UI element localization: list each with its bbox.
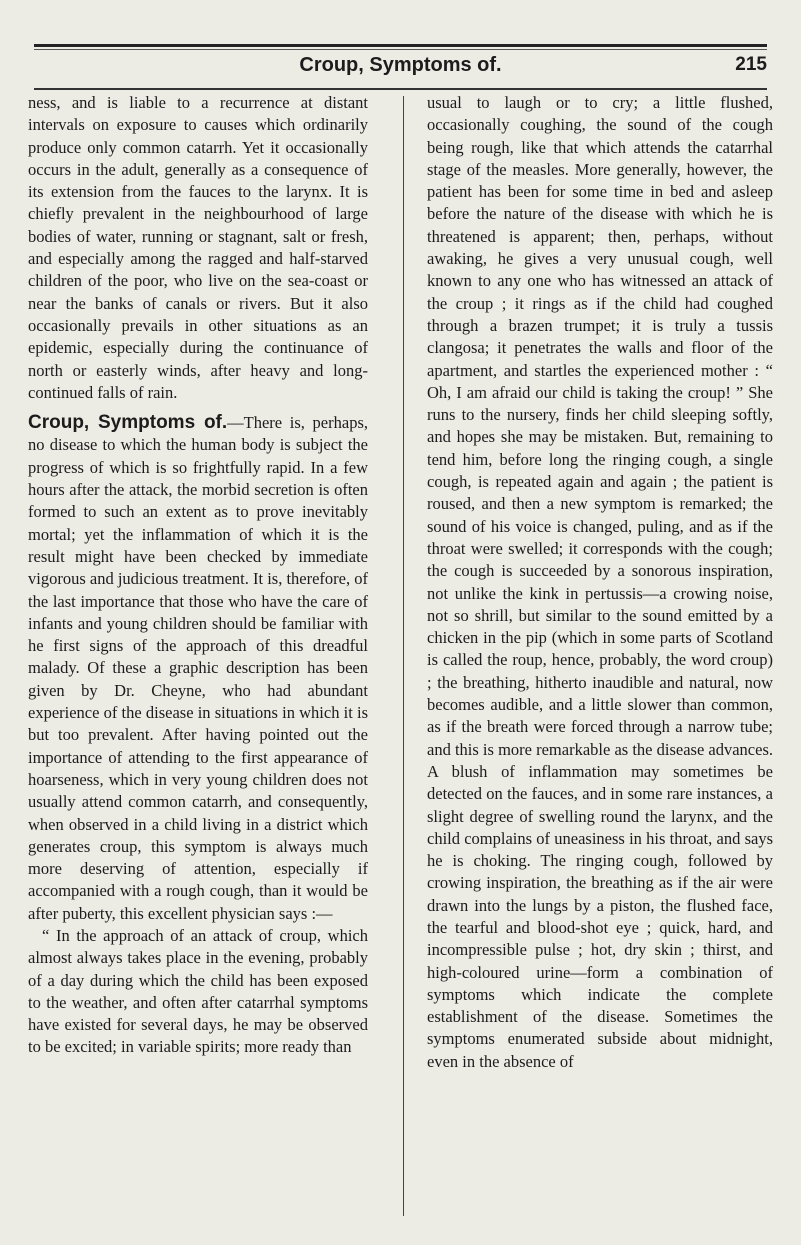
left-paragraph-2-text: —There is, perhaps, no disease to which the human body is subject the progress of which is so frightfully rapid. In a few hours after the attack, the morbid secretion is often formed to such an extent as to prove inevitably mortal; yet the inflammation of which it is the result might have been checked by immediate vigorous and judicious treatment. It is, therefore, of the last importance that those who have the care of infants and young children should be familiar with he first signs of the approach of this dreadful malady. Of these a graphic description has been given by Dr. Cheyne, who had abundant experience of the disease in situations in which it is but too prevalent. After having pointed out the importance of attending to the first appearance of hoarseness, which in very young children does not usually attend common catarrh, and consequently, when observed in a child living in a district which generates croup, this symptom is always much more deserving of attention, especially if accompanied with a rough cough, than it would be after puberty, this excellent physician says :— [28, 413, 368, 923]
page-header [34, 52, 767, 86]
page-number: 215 [735, 54, 767, 75]
column-divider [403, 96, 404, 1216]
right-paragraph-1: usual to laugh or to cry; a little flushed, occasionally coughing, the sound of the cough being rough, like that which attends the catarrhal stage of the measles. More generally, however, the patient has been for some time in bed and asleep before the nature of the disease with which he is threatened is apparent; then, perhaps, without awaking, he gives a very unusual cough, well known to any one who has witnessed an attack of the croup ; it rings as if the child had coughed through a brazen trumpet; it is truly a tussis clangosa; it penetrates the walls and floor of the apartment, and startles the experienced mother : “ Oh, I am afraid our child is taking the croup! ” She runs to the nursery, finds her child sleeping softly, and hopes she may be mistaken. But, remaining to tend him, before long the ringing cough, a single cough, is repeated again and again ; the patient is roused, and then a new symptom is remarked; the sound of his voice is changed, puling, and as if the throat were swelled; it corresponds with the cough; the cough is succeeded by a sonorous inspiration, not unlike the kink in pertussis—a crowing noise, not so shrill, but similar to the sound emitted by a chicken in the pip (which in some parts of Scotland is called the roup, hence, probably, the word croup) ; the breathing, hitherto inaudible and natural, now becomes audible, and a little slower than common, as if the breath were forced through a narrow tube; and this is more remarkable as the disease advances. A blush of inflammation may sometimes be detected on the fauces, and in some rare instances, a slight degree of swelling round the larynx, and the child complains of uneasiness in his throat, and says he is choking. The ringing cough, followed by crowing inspiration, the breathing as if the air were drawn into the lungs by a piston, the flushed face, the tearful and blood-shot eye ; quick, hard, and incompressible pulse ; hot, dry skin ; thirst, and high-coloured urine—form a combination of symptoms which indicate the complete establishment of the disease. Sometimes the symptoms enumerated subside about midnight, even in the absence of [427, 93, 773, 1071]
running-title: Croup, Symptoms of. [299, 54, 502, 76]
left-paragraph-2 [28, 412, 368, 925]
top-thin-rule [34, 49, 767, 50]
left-paragraph-1: ness, and is liable to a recurrence at distant intervals on exposure to causes which ordinarily produce only common catarrh. Yet it occasionally occurs in the adult, generally as a consequence of its extension from the fauces to the larynx. It is chiefly prevalent in the neighbourhood of large bodies of water, running or stagnant, salt or fresh, and especially among the ragged and half-starved children of the poor, who live on the sea-coast or near the banks of canals or rivers. But it also occasionally prevails in other situations as an epidemic, especially during the continuance of north or easterly winds, after heavy and long-continued falls of rain. [28, 93, 368, 402]
header-rule [34, 88, 767, 90]
left-paragraph-3: “ In the approach of an attack of croup, which almost always takes place in the evening, probably of a day during which the child has been exposed to the weather, and often after catarrhal symptoms have existed for several days, he may be observed to be excited; in variable spirits; more ready than [28, 925, 368, 1057]
right-column [427, 92, 773, 1073]
left-column [28, 92, 368, 1059]
section-heading: Croup, Symptoms of. [28, 412, 228, 434]
top-rule [34, 44, 767, 47]
